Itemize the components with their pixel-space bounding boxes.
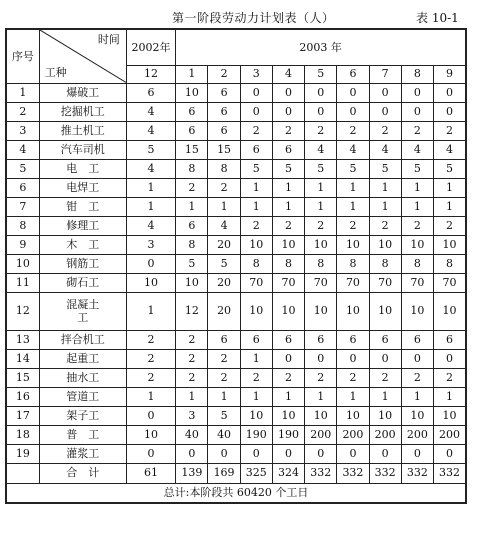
row-value: 1 — [433, 178, 466, 197]
row-value: 1 — [337, 387, 369, 406]
row-index: 8 — [6, 216, 39, 235]
header-month-cell: 5 — [305, 65, 337, 83]
row-index: 14 — [6, 349, 39, 368]
table-row — [6, 197, 466, 216]
total-label: 合 计 — [39, 463, 126, 483]
header-diagonal-cell — [39, 29, 126, 83]
row-value: 10 — [240, 406, 272, 425]
row-value: 6 — [272, 140, 304, 159]
row-index: 9 — [6, 235, 39, 254]
row-work-type: 推土机工 — [39, 121, 126, 140]
row-value: 2 — [176, 349, 208, 368]
row-value: 5 — [272, 159, 304, 178]
row-value: 0 — [369, 102, 401, 121]
row-value: 10 — [369, 406, 401, 425]
row-value: 1 — [176, 197, 208, 216]
row-index: 11 — [6, 273, 39, 292]
row-value: 2 — [337, 121, 369, 140]
table-row — [6, 159, 466, 178]
row-value: 6 — [176, 102, 208, 121]
row-value: 10 — [369, 235, 401, 254]
row-value: 4 — [369, 140, 401, 159]
row-work-type: 砌石工 — [39, 273, 126, 292]
row-work-type: 电焊工 — [39, 178, 126, 197]
row-index: 3 — [6, 121, 39, 140]
row-index: 17 — [6, 406, 39, 425]
row-work-type: 架子工 — [39, 406, 126, 425]
header-time: 时间 — [97, 33, 120, 46]
row-value: 70 — [433, 273, 466, 292]
row-value: 5 — [208, 406, 240, 425]
row-value: 4 — [305, 140, 337, 159]
row-index: 4 — [6, 140, 39, 159]
row-value: 4 — [126, 216, 175, 235]
table-title: 第一阶段劳动力计划表（人） — [172, 11, 335, 25]
row-value: 1 — [240, 349, 272, 368]
row-value: 0 — [433, 349, 466, 368]
row-value: 10 — [305, 406, 337, 425]
table-row — [6, 216, 466, 235]
row-value: 0 — [208, 444, 240, 463]
row-value: 1 — [401, 197, 433, 216]
row-value: 8 — [305, 254, 337, 273]
row-value: 20 — [208, 235, 240, 254]
row-value: 10 — [337, 406, 369, 425]
row-value: 1 — [337, 178, 369, 197]
row-value: 1 — [208, 197, 240, 216]
row-value: 1 — [433, 387, 466, 406]
row-value: 12 — [176, 292, 208, 330]
summary-text: 总计:本阶段共 60420 个工日 — [6, 483, 466, 503]
row-index: 12 — [6, 292, 39, 330]
row-index: 5 — [6, 159, 39, 178]
row-value: 2 — [272, 216, 304, 235]
row-work-type: 钳 工 — [39, 197, 126, 216]
row-value: 0 — [305, 444, 337, 463]
row-value: 0 — [126, 254, 175, 273]
row-value: 1 — [337, 197, 369, 216]
row-value: 70 — [369, 273, 401, 292]
row-value: 5 — [240, 159, 272, 178]
row-value: 1 — [305, 178, 337, 197]
table-row — [6, 83, 466, 102]
row-value: 2 — [433, 368, 466, 387]
row-value: 2 — [305, 368, 337, 387]
row-value: 0 — [337, 444, 369, 463]
row-value: 0 — [240, 83, 272, 102]
row-value: 190 — [272, 425, 304, 444]
row-value: 6 — [240, 330, 272, 349]
total-value: 332 — [369, 463, 401, 483]
row-value: 2 — [433, 216, 466, 235]
row-value: 1 — [305, 197, 337, 216]
row-value: 0 — [401, 102, 433, 121]
header-month-cell: 7 — [369, 65, 401, 83]
row-value: 40 — [176, 425, 208, 444]
table-row — [6, 387, 466, 406]
header-month-cell: 4 — [272, 65, 304, 83]
row-value: 0 — [337, 102, 369, 121]
row-value: 70 — [337, 273, 369, 292]
row-value: 1 — [401, 387, 433, 406]
row-value: 200 — [337, 425, 369, 444]
row-value: 2 — [240, 368, 272, 387]
row-value: 1 — [401, 178, 433, 197]
row-value: 6 — [272, 330, 304, 349]
row-work-type: 修理工 — [39, 216, 126, 235]
table-row — [6, 235, 466, 254]
row-value: 0 — [369, 444, 401, 463]
header-year-2003: 2003 年 — [176, 29, 466, 65]
row-value: 10 — [401, 406, 433, 425]
row-index: 10 — [6, 254, 39, 273]
total-value: 332 — [433, 463, 466, 483]
row-value: 200 — [369, 425, 401, 444]
row-value: 1 — [126, 178, 175, 197]
row-value: 0 — [126, 444, 175, 463]
row-value: 1 — [369, 197, 401, 216]
table-row — [6, 292, 466, 330]
total-value: 139 — [176, 463, 208, 483]
row-value: 3 — [126, 235, 175, 254]
row-value: 0 — [337, 349, 369, 368]
row-value: 8 — [369, 254, 401, 273]
row-value: 10 — [337, 292, 369, 330]
row-value: 4 — [208, 216, 240, 235]
row-value: 3 — [176, 406, 208, 425]
row-value: 2 — [240, 216, 272, 235]
row-value: 0 — [272, 444, 304, 463]
row-value: 6 — [401, 330, 433, 349]
row-value: 5 — [126, 140, 175, 159]
row-value: 6 — [337, 330, 369, 349]
row-work-type: 普 工 — [39, 425, 126, 444]
row-value: 0 — [401, 83, 433, 102]
row-value: 200 — [433, 425, 466, 444]
row-value: 20 — [208, 273, 240, 292]
row-value: 10 — [433, 406, 466, 425]
row-value: 6 — [176, 216, 208, 235]
header-type: 工种 — [44, 66, 67, 80]
row-value: 2 — [176, 330, 208, 349]
row-value: 8 — [176, 159, 208, 178]
row-value: 6 — [433, 330, 466, 349]
row-value: 6 — [369, 330, 401, 349]
row-value: 2 — [401, 121, 433, 140]
row-work-type: 拌合机工 — [39, 330, 126, 349]
row-value: 0 — [272, 102, 304, 121]
row-value: 0 — [240, 102, 272, 121]
table-row — [6, 349, 466, 368]
total-row — [6, 463, 466, 483]
row-value: 1 — [126, 387, 175, 406]
row-value: 0 — [305, 83, 337, 102]
row-index: 16 — [6, 387, 39, 406]
row-value: 10 — [240, 235, 272, 254]
row-value: 15 — [176, 140, 208, 159]
table-row — [6, 444, 466, 463]
row-value: 2 — [337, 368, 369, 387]
row-value: 2 — [401, 216, 433, 235]
header-month-cell: 3 — [240, 65, 272, 83]
row-value: 0 — [433, 102, 466, 121]
row-value: 5 — [401, 159, 433, 178]
table-row — [6, 254, 466, 273]
table-row — [6, 178, 466, 197]
row-value: 2 — [337, 216, 369, 235]
row-value: 1 — [240, 197, 272, 216]
row-work-type: 混凝土工 — [39, 292, 126, 330]
row-value: 10 — [401, 235, 433, 254]
row-work-type: 起重工 — [39, 349, 126, 368]
table-row — [6, 102, 466, 121]
row-work-type: 木 工 — [39, 235, 126, 254]
row-value: 4 — [126, 121, 175, 140]
row-index: 15 — [6, 368, 39, 387]
row-value: 1 — [240, 387, 272, 406]
row-value: 4 — [126, 159, 175, 178]
row-value: 1 — [272, 178, 304, 197]
row-value: 4 — [126, 102, 175, 121]
row-work-type: 爆破工 — [39, 83, 126, 102]
row-value: 1 — [272, 197, 304, 216]
row-value: 4 — [433, 140, 466, 159]
summary-row — [6, 483, 466, 503]
row-value: 70 — [272, 273, 304, 292]
table-row — [6, 273, 466, 292]
row-value: 2 — [369, 121, 401, 140]
row-value: 2 — [208, 178, 240, 197]
header-month-cell: 6 — [337, 65, 369, 83]
total-index — [6, 463, 39, 483]
row-value: 10 — [369, 292, 401, 330]
total-value: 61 — [126, 463, 175, 483]
row-value: 10 — [272, 406, 304, 425]
row-value: 0 — [240, 444, 272, 463]
row-value: 8 — [208, 159, 240, 178]
row-index: 1 — [6, 83, 39, 102]
row-value: 10 — [272, 292, 304, 330]
row-value: 1 — [433, 197, 466, 216]
total-value: 332 — [337, 463, 369, 483]
row-value: 2 — [126, 349, 175, 368]
row-value: 20 — [208, 292, 240, 330]
row-value: 1 — [176, 387, 208, 406]
row-value: 10 — [433, 235, 466, 254]
row-work-type: 灌浆工 — [39, 444, 126, 463]
row-index: 18 — [6, 425, 39, 444]
row-value: 4 — [337, 140, 369, 159]
row-value: 10 — [176, 83, 208, 102]
row-value: 2 — [272, 368, 304, 387]
row-value: 8 — [272, 254, 304, 273]
header-month-cell: 2 — [208, 65, 240, 83]
row-index: 7 — [6, 197, 39, 216]
total-value: 169 — [208, 463, 240, 483]
header-month-cell: 12 — [126, 65, 175, 83]
row-value: 1 — [240, 178, 272, 197]
table-caption — [0, 6, 478, 26]
row-value: 2 — [369, 216, 401, 235]
row-value: 6 — [208, 121, 240, 140]
row-work-type: 电 工 — [39, 159, 126, 178]
row-value: 5 — [369, 159, 401, 178]
header-row-years — [6, 29, 466, 65]
header-month-cell: 8 — [401, 65, 433, 83]
row-value: 6 — [208, 102, 240, 121]
row-value: 8 — [337, 254, 369, 273]
row-value: 0 — [126, 406, 175, 425]
row-value: 10 — [126, 273, 175, 292]
row-value: 1 — [272, 387, 304, 406]
row-value: 0 — [305, 102, 337, 121]
row-value: 2 — [208, 368, 240, 387]
row-value: 10 — [272, 235, 304, 254]
row-value: 10 — [176, 273, 208, 292]
row-value: 0 — [369, 83, 401, 102]
row-value: 2 — [126, 368, 175, 387]
header-month-cell: 9 — [433, 65, 466, 83]
row-value: 5 — [208, 254, 240, 273]
row-value: 15 — [208, 140, 240, 159]
row-value: 2 — [208, 349, 240, 368]
row-value: 8 — [240, 254, 272, 273]
row-value: 0 — [369, 349, 401, 368]
row-work-type: 管道工 — [39, 387, 126, 406]
row-work-type: 汽车司机 — [39, 140, 126, 159]
row-value: 6 — [208, 330, 240, 349]
row-value: 0 — [433, 444, 466, 463]
table-row — [6, 330, 466, 349]
header-month-cell: 1 — [176, 65, 208, 83]
table-number: 表 10-1 — [416, 11, 459, 25]
row-value: 1 — [305, 387, 337, 406]
row-value: 0 — [272, 83, 304, 102]
row-value: 10 — [337, 235, 369, 254]
table-row — [6, 368, 466, 387]
row-value: 6 — [240, 140, 272, 159]
row-value: 10 — [433, 292, 466, 330]
row-value: 2 — [369, 368, 401, 387]
row-value: 200 — [401, 425, 433, 444]
row-index: 13 — [6, 330, 39, 349]
row-work-type: 抽水工 — [39, 368, 126, 387]
row-value: 10 — [240, 292, 272, 330]
row-value: 70 — [240, 273, 272, 292]
total-value: 332 — [305, 463, 337, 483]
row-value: 2 — [176, 368, 208, 387]
row-value: 6 — [208, 83, 240, 102]
row-value: 70 — [305, 273, 337, 292]
row-value: 190 — [240, 425, 272, 444]
row-index: 6 — [6, 178, 39, 197]
header-index: 序号 — [6, 29, 39, 83]
row-value: 1 — [369, 387, 401, 406]
total-value: 324 — [272, 463, 304, 483]
labor-plan-table — [5, 28, 467, 504]
row-value: 200 — [305, 425, 337, 444]
header-year-2002: 2002年 — [126, 29, 175, 65]
row-value: 4 — [401, 140, 433, 159]
table-row — [6, 140, 466, 159]
total-value: 325 — [240, 463, 272, 483]
row-value: 40 — [208, 425, 240, 444]
row-value: 2 — [433, 121, 466, 140]
row-value: 6 — [126, 83, 175, 102]
row-value: 1 — [126, 197, 175, 216]
row-value: 2 — [305, 216, 337, 235]
row-value: 0 — [433, 83, 466, 102]
row-value: 10 — [401, 292, 433, 330]
row-value: 70 — [401, 273, 433, 292]
row-value: 2 — [176, 178, 208, 197]
row-value: 1 — [208, 387, 240, 406]
row-value: 1 — [369, 178, 401, 197]
row-value: 5 — [337, 159, 369, 178]
row-value: 2 — [272, 121, 304, 140]
row-value: 5 — [305, 159, 337, 178]
table-row — [6, 121, 466, 140]
row-value: 0 — [176, 444, 208, 463]
row-value: 6 — [176, 121, 208, 140]
row-index: 19 — [6, 444, 39, 463]
row-value: 0 — [401, 349, 433, 368]
row-value: 0 — [305, 349, 337, 368]
row-value: 10 — [305, 292, 337, 330]
row-value: 10 — [305, 235, 337, 254]
row-value: 0 — [337, 83, 369, 102]
row-value: 1 — [126, 292, 175, 330]
row-value: 8 — [433, 254, 466, 273]
row-value: 2 — [401, 368, 433, 387]
row-value: 2 — [126, 330, 175, 349]
row-value: 0 — [272, 349, 304, 368]
row-index: 2 — [6, 102, 39, 121]
table-row — [6, 406, 466, 425]
row-value: 0 — [401, 444, 433, 463]
row-value: 2 — [240, 121, 272, 140]
row-value: 10 — [126, 425, 175, 444]
row-value: 2 — [305, 121, 337, 140]
table-row — [6, 425, 466, 444]
row-work-type: 挖掘机工 — [39, 102, 126, 121]
row-value: 6 — [305, 330, 337, 349]
row-work-type: 钢筋工 — [39, 254, 126, 273]
row-value: 8 — [176, 235, 208, 254]
table-body — [6, 29, 466, 503]
row-value: 5 — [176, 254, 208, 273]
total-value: 332 — [401, 463, 433, 483]
row-value: 8 — [401, 254, 433, 273]
row-value: 5 — [433, 159, 466, 178]
